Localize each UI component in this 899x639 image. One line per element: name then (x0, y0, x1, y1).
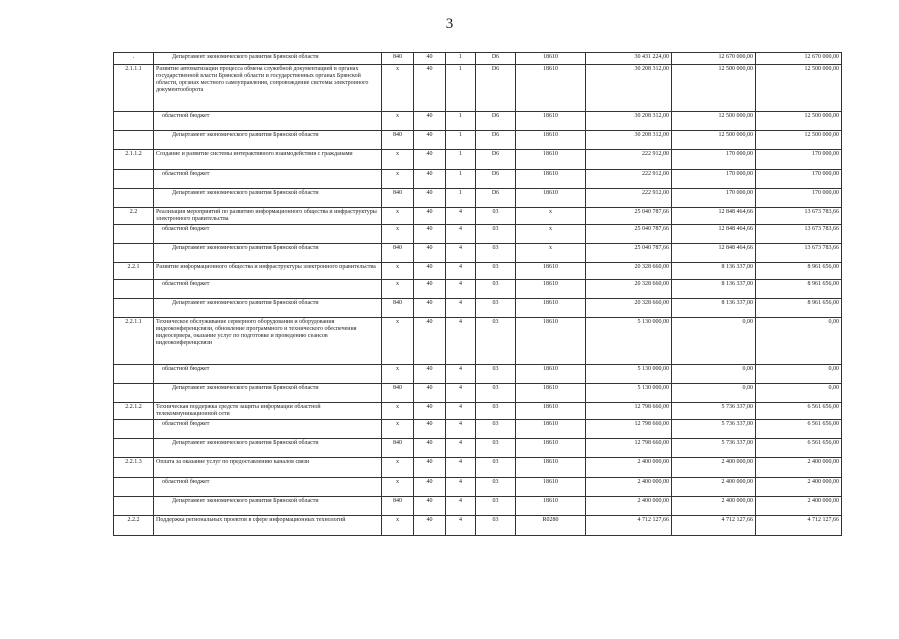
row-subprogram-code: 4 (446, 403, 476, 420)
row-program-code: 40 (414, 225, 446, 244)
row-direction-code: 18610 (516, 478, 586, 497)
row-value-year-1: 20 328 660,00 (586, 280, 672, 299)
row-code: 2.1.1.2 (114, 150, 154, 170)
row-gov-code: x (382, 403, 414, 420)
row-subprogram-code: 1 (446, 150, 476, 170)
row-value-year-2: 8 136 337,00 (672, 299, 756, 318)
row-code: 2.2.2 (114, 516, 154, 536)
row-subprogram-code: 1 (446, 189, 476, 208)
row-program-code: 40 (414, 65, 446, 112)
row-direction-code: R0280 (516, 516, 586, 536)
row-direction-code: x (516, 208, 586, 225)
table-row (114, 365, 842, 384)
row-value-year-3: 8 961 656,00 (756, 280, 842, 299)
row-value-year-1: 30 208 312,00 (586, 112, 672, 131)
row-event-code: 03 (476, 299, 516, 318)
row-event-code: 03 (476, 403, 516, 420)
row-subprogram-code: 4 (446, 299, 476, 318)
row-gov-code: x (382, 458, 414, 478)
row-value-year-3: 170 000,00 (756, 170, 842, 189)
row-value-year-1: 25 040 787,66 (586, 208, 672, 225)
row-value-year-3: 170 000,00 (756, 189, 842, 208)
row-value-year-2: 5 736 337,00 (672, 439, 756, 458)
row-subprogram-code: 4 (446, 365, 476, 384)
row-event-code: 03 (476, 208, 516, 225)
row-gov-code: x (382, 263, 414, 280)
row-value-year-3: 13 673 783,66 (756, 244, 842, 263)
row-value-year-2: 12 848 464,66 (672, 225, 756, 244)
row-description: областной бюджет (154, 365, 382, 384)
row-gov-code: x (382, 478, 414, 497)
page-number: 3 (445, 16, 454, 32)
row-value-year-2: 5 736 337,00 (672, 420, 756, 439)
row-direction-code: 18610 (516, 263, 586, 280)
budget-table-body (114, 53, 842, 536)
row-subprogram-code: 4 (446, 516, 476, 536)
row-code (114, 244, 154, 263)
table-row (114, 318, 842, 365)
row-value-year-1: 222 912,00 (586, 150, 672, 170)
row-description: Оплата за оказание услуг по предоставлению каналов связи (154, 458, 382, 478)
row-event-code: D6 (476, 170, 516, 189)
row-code: . (114, 53, 154, 65)
row-description: областной бюджет (154, 280, 382, 299)
row-event-code: 03 (476, 365, 516, 384)
row-subprogram-code: 4 (446, 458, 476, 478)
row-code: 2.2.1.2 (114, 403, 154, 420)
row-description: областной бюджет (154, 170, 382, 189)
row-value-year-3: 2 400 000,00 (756, 458, 842, 478)
row-code: 2.2.1.3 (114, 458, 154, 478)
row-subprogram-code: 1 (446, 65, 476, 112)
row-value-year-3: 8 961 656,00 (756, 299, 842, 318)
row-value-year-1: 222 912,00 (586, 170, 672, 189)
row-program-code: 40 (414, 170, 446, 189)
row-direction-code: 18610 (516, 497, 586, 516)
row-value-year-3: 4 712 127,66 (756, 516, 842, 536)
row-subprogram-code: 4 (446, 478, 476, 497)
row-description: Развитие автоматизации процесса обмена служебной документацией в органах государственной власти Брянской области и государственных органах Брянской области, органах местного самоуправления, сопровождение системы электронного документооборота (154, 65, 382, 112)
row-gov-code: x (382, 516, 414, 536)
row-description: областной бюджет (154, 478, 382, 497)
row-gov-code: 840 (382, 497, 414, 516)
row-value-year-3: 12 500 000,00 (756, 112, 842, 131)
row-value-year-2: 12 848 464,66 (672, 208, 756, 225)
row-subprogram-code: 4 (446, 439, 476, 458)
row-value-year-1: 30 431 224,00 (586, 53, 672, 65)
row-direction-code: 18610 (516, 403, 586, 420)
row-direction-code: 18610 (516, 53, 586, 65)
row-subprogram-code: 1 (446, 112, 476, 131)
row-value-year-3: 0,00 (756, 318, 842, 365)
row-value-year-3: 12 500 000,00 (756, 131, 842, 150)
row-value-year-3: 12 670 000,00 (756, 53, 842, 65)
row-value-year-2: 2 400 000,00 (672, 478, 756, 497)
budget-table (113, 52, 842, 536)
row-value-year-1: 30 208 312,00 (586, 131, 672, 150)
row-direction-code: x (516, 225, 586, 244)
row-gov-code: x (382, 170, 414, 189)
row-value-year-1: 2 400 000,00 (586, 458, 672, 478)
row-description: областной бюджет (154, 420, 382, 439)
row-event-code: 03 (476, 280, 516, 299)
row-event-code: 03 (476, 439, 516, 458)
row-value-year-3: 2 400 000,00 (756, 478, 842, 497)
row-program-code: 40 (414, 280, 446, 299)
table-row (114, 170, 842, 189)
row-direction-code: 18610 (516, 318, 586, 365)
row-program-code: 40 (414, 384, 446, 403)
row-description: Поддержка региональных проектов в сфере информационных технологий (154, 516, 382, 536)
table-row (114, 263, 842, 280)
row-gov-code: x (382, 112, 414, 131)
row-gov-code: x (382, 208, 414, 225)
row-code (114, 112, 154, 131)
row-value-year-3: 6 561 656,00 (756, 439, 842, 458)
row-gov-code: x (382, 150, 414, 170)
row-description: Техническое обслуживание серверного оборудования и оборудования видеоконференцсвязи, обновление программного и технического обеспечения видеосервера, оказание услуг по подготовке и проведению сеансов видеоконференцсвязи (154, 318, 382, 365)
row-program-code: 40 (414, 458, 446, 478)
row-direction-code: 18610 (516, 365, 586, 384)
row-description: Техническая поддержка средств защиты информации областной телекоммуникационной сети (154, 403, 382, 420)
row-value-year-2: 5 736 337,00 (672, 403, 756, 420)
row-value-year-3: 8 961 656,00 (756, 263, 842, 280)
row-value-year-2: 8 136 337,00 (672, 263, 756, 280)
row-gov-code: 840 (382, 384, 414, 403)
row-subprogram-code: 4 (446, 384, 476, 403)
row-value-year-3: 6 561 656,00 (756, 403, 842, 420)
table-row (114, 458, 842, 478)
row-program-code: 40 (414, 53, 446, 65)
row-subprogram-code: 4 (446, 208, 476, 225)
row-gov-code: 840 (382, 53, 414, 65)
row-event-code: D6 (476, 189, 516, 208)
row-description: областной бюджет (154, 225, 382, 244)
row-direction-code: 18610 (516, 112, 586, 131)
row-direction-code: 18610 (516, 420, 586, 439)
row-event-code: D6 (476, 112, 516, 131)
row-direction-code: 18610 (516, 439, 586, 458)
row-direction-code: 18610 (516, 384, 586, 403)
table-row (114, 189, 842, 208)
row-value-year-1: 30 208 312,00 (586, 65, 672, 112)
row-code: 2.2.1.1 (114, 318, 154, 365)
row-subprogram-code: 4 (446, 225, 476, 244)
table-row (114, 497, 842, 516)
row-value-year-3: 12 500 000,00 (756, 65, 842, 112)
row-gov-code: 840 (382, 131, 414, 150)
row-value-year-2: 2 400 000,00 (672, 497, 756, 516)
row-description: Департамент экономического развития Брянской области (154, 299, 382, 318)
row-event-code: 03 (476, 225, 516, 244)
row-subprogram-code: 4 (446, 497, 476, 516)
row-subprogram-code: 1 (446, 53, 476, 65)
row-value-year-2: 12 500 000,00 (672, 65, 756, 112)
row-code (114, 131, 154, 150)
row-description: Департамент экономического развития Брянской области (154, 189, 382, 208)
row-value-year-2: 0,00 (672, 318, 756, 365)
row-value-year-1: 4 712 127,66 (586, 516, 672, 536)
table-row (114, 53, 842, 65)
row-value-year-3: 2 400 000,00 (756, 497, 842, 516)
row-subprogram-code: 4 (446, 244, 476, 263)
row-value-year-3: 6 561 656,00 (756, 420, 842, 439)
row-description: Департамент экономического развития Брянской области (154, 439, 382, 458)
row-gov-code: 840 (382, 189, 414, 208)
row-subprogram-code: 1 (446, 131, 476, 150)
row-event-code: D6 (476, 65, 516, 112)
table-row (114, 478, 842, 497)
row-subprogram-code: 4 (446, 263, 476, 280)
row-subprogram-code: 4 (446, 420, 476, 439)
table-row (114, 65, 842, 112)
row-direction-code: 18610 (516, 189, 586, 208)
row-description: Департамент экономического развития Брянской области (154, 53, 382, 65)
row-value-year-2: 8 136 337,00 (672, 280, 756, 299)
row-value-year-2: 170 000,00 (672, 170, 756, 189)
table-row (114, 208, 842, 225)
row-subprogram-code: 4 (446, 280, 476, 299)
row-code (114, 189, 154, 208)
row-value-year-2: 0,00 (672, 384, 756, 403)
row-code: 2.2 (114, 208, 154, 225)
row-code (114, 365, 154, 384)
row-value-year-1: 5 130 000,00 (586, 384, 672, 403)
row-code (114, 384, 154, 403)
row-code (114, 225, 154, 244)
row-value-year-1: 25 040 787,66 (586, 225, 672, 244)
row-direction-code: 18610 (516, 65, 586, 112)
row-value-year-1: 2 400 000,00 (586, 478, 672, 497)
table-row (114, 439, 842, 458)
row-code: 2.1.1.1 (114, 65, 154, 112)
row-code (114, 439, 154, 458)
row-value-year-3: 13 673 783,66 (756, 208, 842, 225)
row-program-code: 40 (414, 439, 446, 458)
row-program-code: 40 (414, 244, 446, 263)
row-value-year-1: 5 130 000,00 (586, 365, 672, 384)
row-value-year-3: 0,00 (756, 365, 842, 384)
row-value-year-1: 12 798 660,00 (586, 439, 672, 458)
row-gov-code: x (382, 318, 414, 365)
row-value-year-1: 222 912,00 (586, 189, 672, 208)
row-description: Департамент экономического развития Брянской области (154, 497, 382, 516)
row-event-code: D6 (476, 53, 516, 65)
row-value-year-2: 170 000,00 (672, 150, 756, 170)
row-code (114, 280, 154, 299)
row-program-code: 40 (414, 150, 446, 170)
row-direction-code: 18610 (516, 280, 586, 299)
row-event-code: 03 (476, 478, 516, 497)
row-code (114, 170, 154, 189)
row-event-code: 03 (476, 263, 516, 280)
row-program-code: 40 (414, 131, 446, 150)
row-gov-code: 840 (382, 244, 414, 263)
row-value-year-3: 0,00 (756, 384, 842, 403)
row-program-code: 40 (414, 318, 446, 365)
row-event-code: D6 (476, 131, 516, 150)
table-row (114, 280, 842, 299)
row-code (114, 497, 154, 516)
row-subprogram-code: 1 (446, 170, 476, 189)
row-value-year-2: 12 500 000,00 (672, 131, 756, 150)
table-row (114, 420, 842, 439)
row-program-code: 40 (414, 299, 446, 318)
row-value-year-1: 2 400 000,00 (586, 497, 672, 516)
table-row (114, 403, 842, 420)
row-program-code: 40 (414, 403, 446, 420)
row-value-year-1: 12 798 660,00 (586, 420, 672, 439)
table-row (114, 225, 842, 244)
row-program-code: 40 (414, 263, 446, 280)
table-row (114, 244, 842, 263)
row-value-year-1: 25 040 787,66 (586, 244, 672, 263)
row-program-code: 40 (414, 189, 446, 208)
row-code (114, 478, 154, 497)
row-gov-code: x (382, 280, 414, 299)
row-value-year-2: 0,00 (672, 365, 756, 384)
table-row (114, 384, 842, 403)
row-program-code: 40 (414, 365, 446, 384)
row-direction-code: x (516, 244, 586, 263)
row-description: Развитие информационного общества и инфраструктуры электронного правительства (154, 263, 382, 280)
row-description: Создание и развитие системы интерактивного взаимодействия с гражданами (154, 150, 382, 170)
row-program-code: 40 (414, 497, 446, 516)
row-value-year-1: 20 328 660,00 (586, 263, 672, 280)
row-gov-code: 840 (382, 299, 414, 318)
row-code (114, 299, 154, 318)
row-event-code: 03 (476, 458, 516, 478)
row-description: областной бюджет (154, 112, 382, 131)
row-value-year-2: 12 848 464,66 (672, 244, 756, 263)
row-description: Департамент экономического развития Брянской области (154, 244, 382, 263)
table-row (114, 112, 842, 131)
table-row (114, 131, 842, 150)
row-program-code: 40 (414, 516, 446, 536)
row-value-year-2: 170 000,00 (672, 189, 756, 208)
row-program-code: 40 (414, 112, 446, 131)
row-subprogram-code: 4 (446, 318, 476, 365)
row-direction-code: 18610 (516, 131, 586, 150)
table-row (114, 299, 842, 318)
row-event-code: 03 (476, 244, 516, 263)
row-direction-code: 18610 (516, 150, 586, 170)
row-value-year-1: 5 130 000,00 (586, 318, 672, 365)
row-direction-code: 18610 (516, 458, 586, 478)
row-event-code: 03 (476, 420, 516, 439)
row-gov-code: x (382, 65, 414, 112)
row-event-code: 03 (476, 318, 516, 365)
row-event-code: 03 (476, 497, 516, 516)
row-program-code: 40 (414, 420, 446, 439)
row-gov-code: x (382, 365, 414, 384)
row-event-code: D6 (476, 150, 516, 170)
row-program-code: 40 (414, 208, 446, 225)
table-row (114, 150, 842, 170)
row-description: Департамент экономического развития Брянской области (154, 131, 382, 150)
row-value-year-2: 12 670 000,00 (672, 53, 756, 65)
row-value-year-2: 2 400 000,00 (672, 458, 756, 478)
row-event-code: 03 (476, 384, 516, 403)
row-value-year-3: 13 673 783,66 (756, 225, 842, 244)
row-gov-code: 840 (382, 439, 414, 458)
row-description: Департамент экономического развития Брянской области (154, 384, 382, 403)
row-gov-code: x (382, 225, 414, 244)
row-gov-code: x (382, 420, 414, 439)
row-value-year-1: 12 798 660,00 (586, 403, 672, 420)
table-row (114, 516, 842, 536)
row-value-year-2: 12 500 000,00 (672, 112, 756, 131)
row-value-year-3: 170 000,00 (756, 150, 842, 170)
row-value-year-2: 4 712 127,66 (672, 516, 756, 536)
row-code: 2.2.1 (114, 263, 154, 280)
row-value-year-1: 20 328 660,00 (586, 299, 672, 318)
row-direction-code: 18610 (516, 299, 586, 318)
row-direction-code: 18610 (516, 170, 586, 189)
row-program-code: 40 (414, 478, 446, 497)
row-event-code: 03 (476, 516, 516, 536)
row-code (114, 420, 154, 439)
row-description: Реализация мероприятий по развитию информационного общества и инфраструктуры электронного правительства (154, 208, 382, 225)
